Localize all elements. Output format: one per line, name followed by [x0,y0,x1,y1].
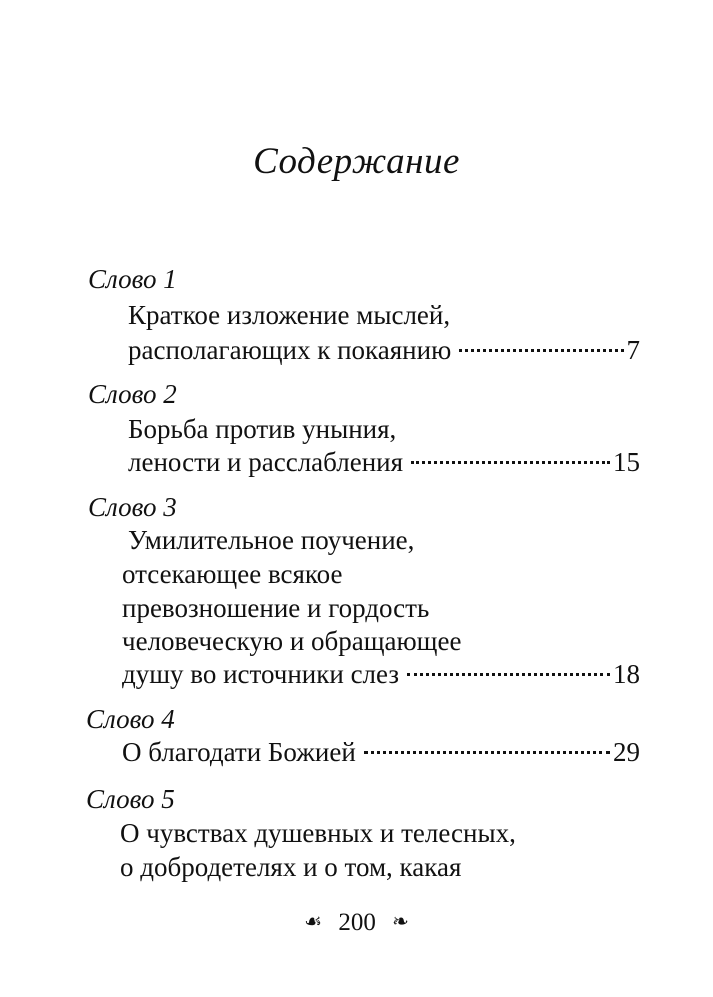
toc-entry-1-leader-line[interactable] [128,333,640,367]
toc-entry-4-heading: Слово 4 [86,704,175,734]
dot-leader [407,673,610,676]
fleuron-left-icon: ☙ [304,911,323,933]
toc-entry-1-heading: Слово 1 [88,264,177,294]
page-title: Содержание [253,141,460,182]
fleuron-right-icon: ❧ [392,911,409,933]
toc-entry-3-line-2: отсекающее всякое [122,559,343,589]
toc-entry-2-line-1: Борьба против уныния, [128,414,397,444]
dot-leader [364,751,610,754]
toc-entry-3-last-line: душу во источники слез [122,659,400,689]
toc-entry-1-last-line: располагающих к покаянию [128,335,452,365]
toc-entry-4-last-line: О благодати Божией [122,737,356,767]
toc-entry-4-leader-line[interactable] [122,735,640,769]
toc-entry-4-page: 29 [613,737,640,767]
toc-entry-2-last-line: лености и расслабления [128,447,404,477]
page-number: 200 [338,909,376,936]
toc-entry-3-line-4: человеческую и обращающее [122,626,462,656]
toc-entry-3-heading: Слово 3 [88,492,177,522]
toc-entry-5-heading: Слово 5 [86,784,175,814]
toc-entry-3-leader-line[interactable] [122,657,640,691]
toc-entry-2-leader-line[interactable] [128,445,640,479]
toc-entry-2-page: 15 [613,447,640,477]
toc-entry-3-page: 18 [613,659,640,689]
page-footer [0,906,713,939]
toc-entry-5-line-1: О чувствах душевных и телесных, [120,818,516,848]
dot-leader [459,349,623,352]
toc-entry-3-line-1: Умилительное поучение, [128,525,415,555]
toc-entry-5-line-2: о добродетелях и о том, какая [120,852,462,882]
toc-entry-1-line-1: Краткое изложение мыслей, [128,300,451,330]
toc-entry-3-line-3: превозношение и гордость [122,593,430,623]
toc-entry-1-page: 7 [626,335,640,365]
dot-leader [411,461,610,464]
toc-entry-2-heading: Слово 2 [88,379,177,409]
